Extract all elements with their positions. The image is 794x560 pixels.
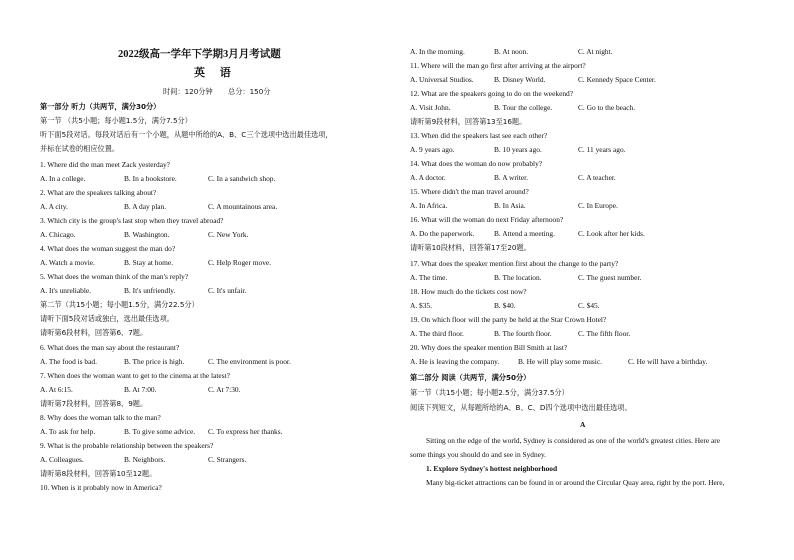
option-b: B. At 7:00. <box>124 385 157 394</box>
material-instruction: 请听第9段材料，回答第13至16题。 <box>410 117 527 126</box>
option-c: C. Look after her kids. <box>578 229 645 238</box>
question-options <box>40 427 282 437</box>
passage-label: A <box>580 420 586 429</box>
part1-sec1-heading: 第一节 （共5小题；每小题1.5分，满分7.5分） <box>40 116 192 125</box>
question-options <box>410 75 656 85</box>
option-a: A. The food is bad. <box>40 357 97 366</box>
question-options <box>40 455 246 465</box>
option-c: C. A mountainous area. <box>208 202 278 211</box>
part1-sec1-instruction-cont: 并标在试卷的相应位置。 <box>40 144 120 153</box>
option-c: C. A teacher. <box>578 173 616 182</box>
question-stem: 17. What does the speaker mention first about the change to the party? <box>410 259 619 268</box>
option-a: A. A city. <box>40 202 68 211</box>
option-a: A. In Africa. <box>410 201 448 210</box>
question-stem: 11. Where will the man go first after arriving at the airport? <box>410 61 586 70</box>
question-options <box>410 229 645 239</box>
question-stem: 8. Why does the woman talk to the man? <box>40 413 161 422</box>
passage-paragraph: Sitting on the edge of the world, Sydney is considered as one of the world's greatest cities. Here are <box>426 436 721 445</box>
question-options <box>410 201 618 211</box>
subject-title: 英 语 <box>194 67 237 79</box>
option-a: A. At 6:15. <box>40 385 73 394</box>
material-instruction: 请听第8段材料，回答第10至12题。 <box>40 469 157 478</box>
option-a: A. Universal Studios. <box>410 75 474 84</box>
option-c: C. He will have a birthday. <box>628 357 708 366</box>
part1-sec2-heading: 第二节（共15小题；每小题1.5分，满分22.5分） <box>40 300 199 309</box>
option-c: C. 11 years ago. <box>578 145 626 154</box>
option-c: C. At 7:30. <box>208 385 241 394</box>
option-a: A. $35. <box>410 301 432 310</box>
question-options <box>410 103 635 113</box>
option-a: A. Visit John. <box>410 103 451 112</box>
passage-paragraph: Many big-ticket attractions can be found in or around the Circular Quay area, right by the port. Here, <box>426 478 725 487</box>
option-c: C. New York. <box>208 230 249 239</box>
part1-heading: 第一部分 听力（共两节，满分30分） <box>40 102 161 111</box>
option-a: A. To ask for help. <box>40 427 96 436</box>
option-a: A. The time. <box>410 273 448 282</box>
question-options <box>410 145 626 155</box>
passage-subheading: 1. Explore Sydney's hottest neighborhood <box>426 464 558 473</box>
question-options <box>410 273 641 283</box>
option-c: C. In Europe. <box>578 201 618 210</box>
question-options <box>40 385 240 395</box>
option-b: B. It's unfriendly. <box>124 286 176 295</box>
exam-score: 总分：150分 <box>228 87 271 96</box>
option-a: A. Do the paperwork. <box>410 229 475 238</box>
option-b: B. Attend a meeting. <box>494 229 555 238</box>
question-stem: 13. When did the speakers last see each other? <box>410 131 548 140</box>
exam-time: 时间：120分钟 <box>163 87 213 96</box>
option-c: C. It's unfair. <box>208 286 247 295</box>
option-c: C. Go to the beach. <box>578 103 636 112</box>
option-c: C. $45. <box>578 301 600 310</box>
option-c: C. Strangers. <box>208 455 247 464</box>
question-stem: 1. Where did the man meet Zack yesterday? <box>40 160 170 169</box>
part1-sec1-instruction: 听下面5段对话。每段对话后有一个小题，从题中所给的A、B、C三个选项中选出最佳选项， <box>40 130 333 139</box>
question-stem: 10. When is it probably now in America? <box>40 483 162 492</box>
question-options <box>410 329 630 339</box>
option-b: B. To give some advice. <box>124 427 196 436</box>
question-stem: 20. Why does the speaker mention Bill Smith at last? <box>410 343 568 352</box>
option-a: A. A doctor. <box>410 173 446 182</box>
question-stem: 2. What are the speakers talking about? <box>40 188 157 197</box>
option-b: B. The location. <box>494 273 542 282</box>
option-a: A. In the morning. <box>410 47 465 56</box>
part2-instruction: 阅读下列短文，从每题所给的A、B、C、D四个选项中选出最佳选项。 <box>410 403 632 412</box>
option-c: C. To express her thanks. <box>208 427 283 436</box>
option-b: B. He will play some music. <box>518 357 602 366</box>
part1-sec2-instruction: 请听下面5段对话或独白，选出最佳选项。 <box>40 314 174 323</box>
option-b: B. Washington. <box>124 230 170 239</box>
option-c: C. The fifth floor. <box>578 329 631 338</box>
option-b: B. The price is high. <box>124 357 185 366</box>
question-stem: 14. What does the woman do now probably? <box>410 159 543 168</box>
option-a: A. 9 years ago. <box>410 145 455 154</box>
question-options <box>40 286 246 296</box>
option-b: B. 10 years ago. <box>494 145 542 154</box>
question-options <box>40 202 277 212</box>
question-stem: 12. What are the speakers going to do on the weekend? <box>410 89 574 98</box>
part2-heading: 第二部分 阅读（共两节，满分50分） <box>410 373 531 382</box>
exam-title: 2022级高一学年下学期3月月考试题 <box>118 49 281 60</box>
part2-sec1-heading: 第一节（共15小题；每小题2.5分，满分37.5分） <box>410 388 569 397</box>
question-options <box>40 174 275 184</box>
material-instruction: 请听第10段材料，回答第17至20题。 <box>410 243 531 252</box>
option-b: B. Tour the college. <box>494 103 553 112</box>
question-stem: 15. Where didn't the man travel around? <box>410 187 529 196</box>
question-stem: 7. When does the woman want to get to the cinema at the latest? <box>40 371 230 380</box>
question-stem: 5. What does the woman think of the man's reply? <box>40 272 189 281</box>
question-stem: 4. What does the woman suggest the man do? <box>40 244 176 253</box>
question-options <box>40 258 271 268</box>
question-options <box>410 301 600 311</box>
option-b: B. The fourth floor. <box>494 329 552 338</box>
option-c: C. At night. <box>578 47 613 56</box>
material-instruction: 请听第6段材料，回答第6、7题。 <box>40 328 148 337</box>
passage-paragraph-cont: some things you should do and see in Sydney. <box>410 450 547 459</box>
option-b: B. In a bookstore. <box>124 174 177 183</box>
question-stem: 3. Which city is the group's last stop when they travel abroad? <box>40 216 224 225</box>
question-stem: 9. What is the probable relationship between the speakers? <box>40 441 214 450</box>
question-options <box>410 173 616 183</box>
option-b: B. A day plan. <box>124 202 167 211</box>
option-c: C. Help Roger move. <box>208 258 272 267</box>
option-c: C. The guest number. <box>578 273 642 282</box>
option-a: A. Chicago. <box>40 230 76 239</box>
question-stem: 16. What will the woman do next Friday afternoon? <box>410 215 564 224</box>
question-options <box>40 357 291 367</box>
question-options <box>40 230 248 240</box>
option-a: A. The third floor. <box>410 329 464 338</box>
option-a: A. Colleagues. <box>40 455 84 464</box>
option-a: A. In a college. <box>40 174 86 183</box>
option-c: C. Kennedy Space Center. <box>578 75 656 84</box>
option-c: C. The environment is poor. <box>208 357 291 366</box>
option-a: A. Watch a movie. <box>40 258 95 267</box>
material-instruction: 请听第7段材料，回答第8、9题。 <box>40 399 148 408</box>
option-a: A. He is leaving the company. <box>410 357 500 366</box>
option-b: B. Stay at home. <box>124 258 174 267</box>
option-b: B. $40. <box>494 301 516 310</box>
option-a: A. It's unreliable. <box>40 286 91 295</box>
option-b: B. Disney World. <box>494 75 546 84</box>
option-c: C. In a sandwich shop. <box>208 174 276 183</box>
question-options <box>410 357 707 367</box>
option-b: B. Neighbors. <box>124 455 166 464</box>
question-options <box>410 47 613 57</box>
question-stem: 6. What does the man say about the restaurant? <box>40 343 180 352</box>
question-stem: 18. How much do the tickets cost now? <box>410 287 527 296</box>
option-b: B. At noon. <box>494 47 529 56</box>
question-stem: 19. On which floor will the party be held at the Star Crown Hotel? <box>410 315 607 324</box>
option-b: B. In Asia. <box>494 201 526 210</box>
option-b: B. A writer. <box>494 173 529 182</box>
